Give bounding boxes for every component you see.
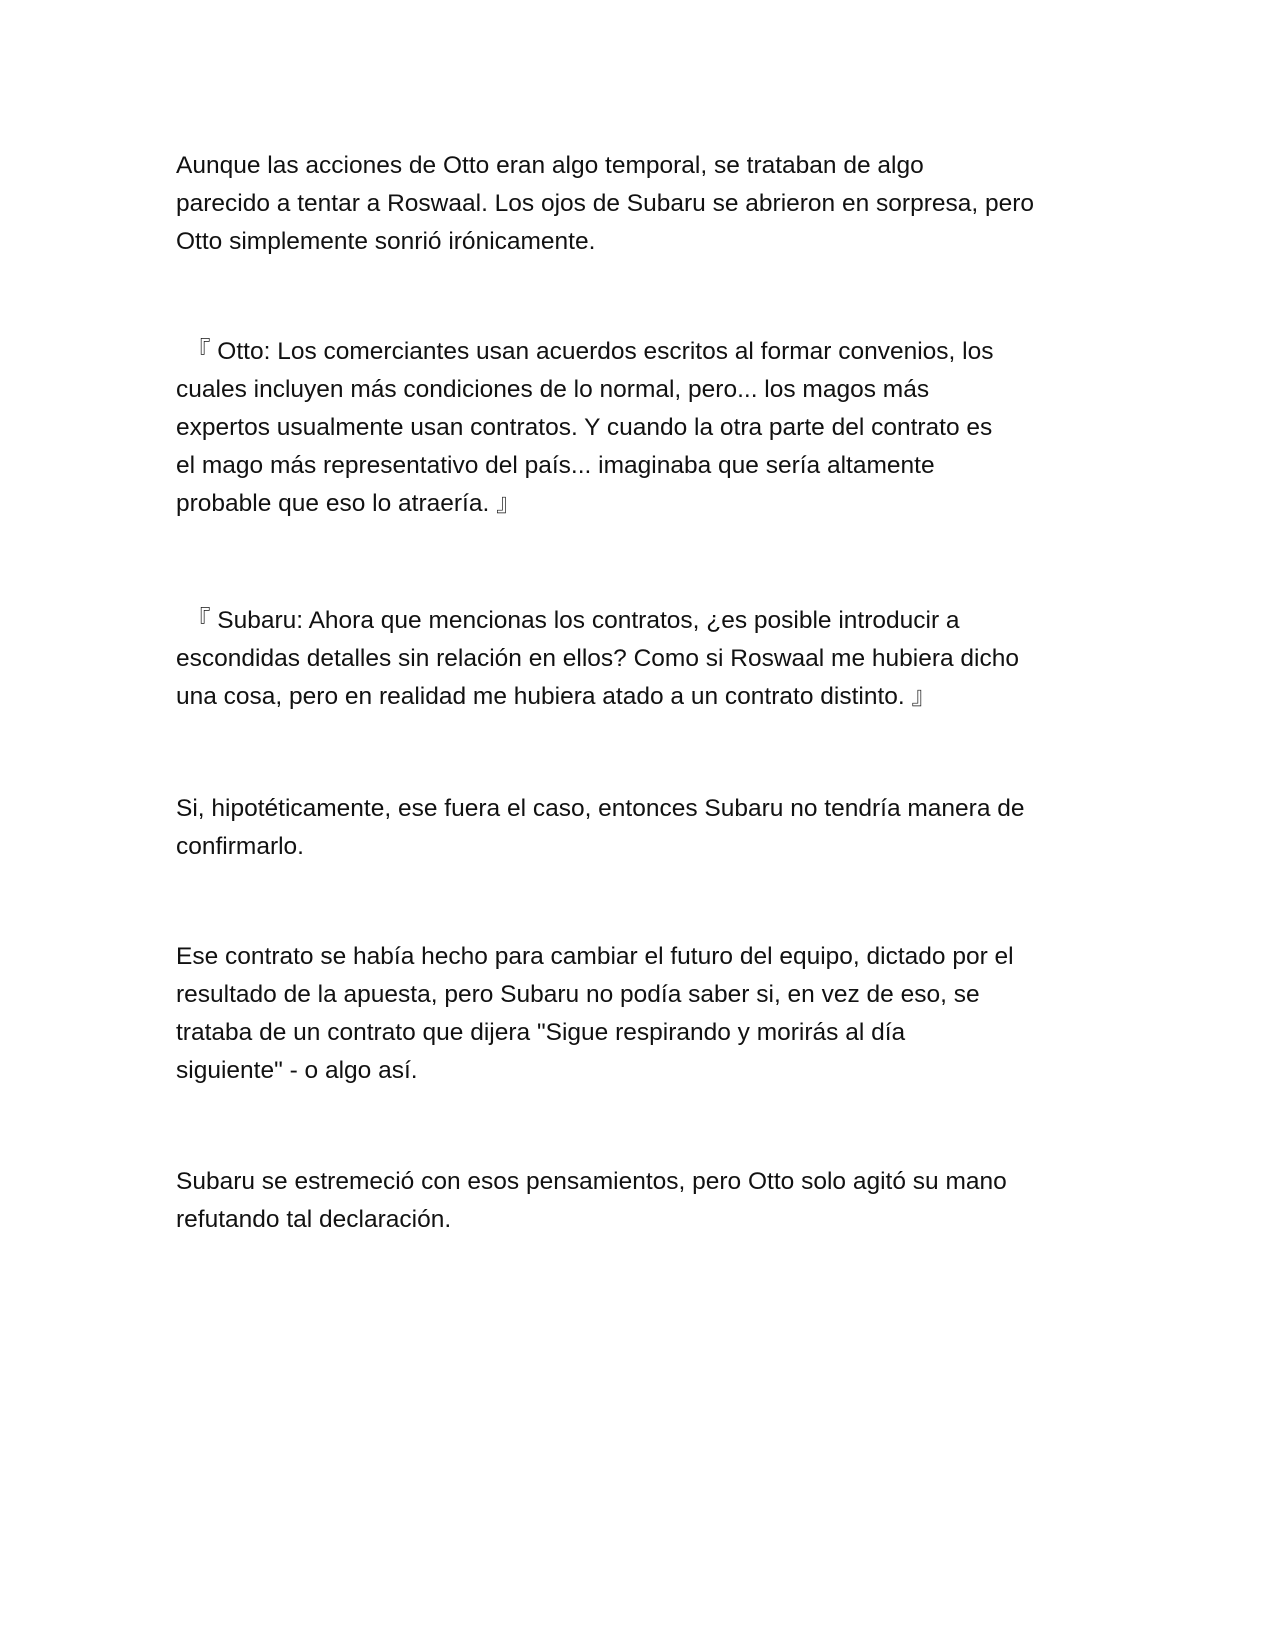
- text-line: trataba de un contrato que dijera "Sigue respirando y morirás al día: [176, 1019, 906, 1046]
- text-line: confirmarlo.: [176, 833, 304, 860]
- text-line: refutando tal declaración.: [176, 1206, 452, 1233]
- text-line: siguiente" - o algo así.: [176, 1057, 418, 1084]
- text-line: escondidas detalles sin relación en ellos? Como si Roswaal me hubiera dicho: [176, 645, 1019, 672]
- narration-paragraph: [176, 1163, 1007, 1239]
- text-line: Si, hipotéticamente, ese fuera el caso, entonces Subaru no tendría manera de: [176, 795, 1025, 822]
- dialogue-otto: [176, 333, 994, 523]
- text-line: el mago más representativo del país... imaginaba que sería altamente: [176, 452, 935, 479]
- dialogue-subaru: [176, 602, 1019, 716]
- text-line: 『 Subaru: Ahora que mencionas los contratos, ¿es posible introducir a: [186, 607, 960, 634]
- narration-paragraph: [176, 790, 1025, 866]
- text-line: 『 Otto: Los comerciantes usan acuerdos escritos al formar convenios, los: [186, 338, 994, 365]
- text-line: Aunque las acciones de Otto eran algo temporal, se trataban de algo: [176, 152, 924, 179]
- text-line: una cosa, pero en realidad me hubiera atado a un contrato distinto. 』: [176, 683, 936, 710]
- text-line: resultado de la apuesta, pero Subaru no podía saber si, en vez de eso, se: [176, 981, 980, 1008]
- narration-paragraph: [176, 147, 1034, 261]
- text-line: Subaru se estremeció con esos pensamientos, pero Otto solo agitó su mano: [176, 1168, 1007, 1195]
- text-line: Otto simplemente sonrió irónicamente.: [176, 228, 596, 255]
- text-line: parecido a tentar a Roswaal. Los ojos de Subaru se abrieron en sorpresa, pero: [176, 190, 1035, 217]
- text-line: probable que eso lo atraería. 』: [176, 490, 521, 517]
- narration-paragraph: [176, 938, 1014, 1090]
- text-line: expertos usualmente usan contratos. Y cuando la otra parte del contrato es: [176, 414, 993, 441]
- text-line: cuales incluyen más condiciones de lo normal, pero... los magos más: [176, 376, 930, 403]
- text-line: Ese contrato se había hecho para cambiar el futuro del equipo, dictado por el: [176, 943, 1014, 970]
